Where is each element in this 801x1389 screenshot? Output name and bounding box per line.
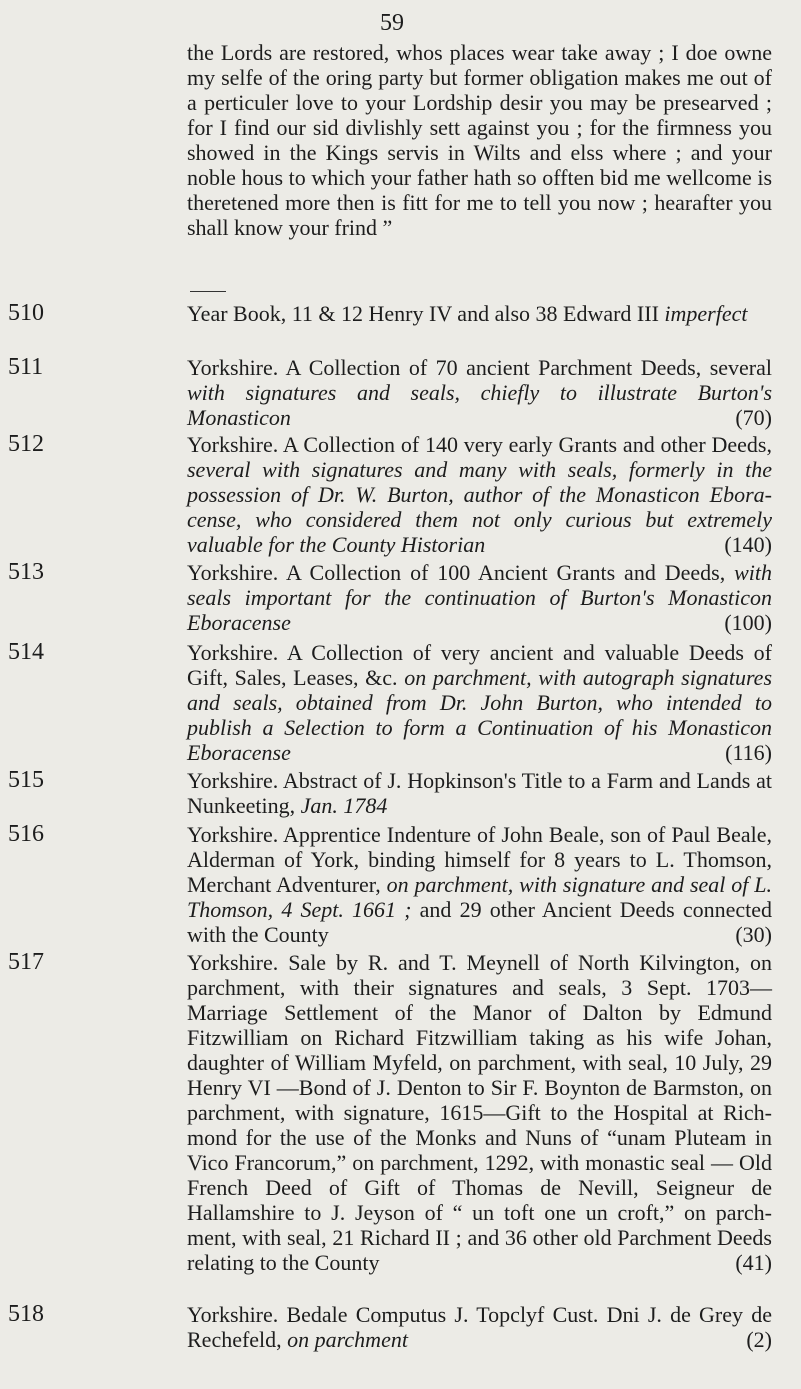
lot-number: 511 [8,354,44,380]
lot-count: (116) [725,740,772,765]
lot-count: (140) [724,532,772,557]
lot-description [187,432,772,557]
lot-description [187,301,772,326]
lot-number: 516 [8,821,44,847]
lot-description [187,355,772,430]
lot-italic-note: with seals important for the continuation of Burton's Monasticon Eboracense [187,560,773,635]
lot-italic-note: several with signatures and many with seals, formerly in the possession of Dr. W. Burton, author of the Monasticon Ebora- cense, who considered them not only curious but extremely valuable for the County Historian [187,457,772,557]
lot-number: 517 [8,949,44,975]
lot-description [187,1302,772,1352]
divider-rule [190,291,226,292]
lot-text: Yorkshire. Bedale Computus J. Topclyf Cust. Dni J. de Grey de Rechefeld, [187,1302,772,1352]
lot-number: 518 [8,1301,44,1327]
lot-number: 512 [8,431,44,457]
lot-number: 515 [8,767,44,793]
lot-count: (100) [724,610,772,635]
lot-description [187,768,772,818]
lot-description [187,560,772,635]
lot-count: (41) [735,1250,772,1275]
lot-italic-note: imperfect [664,301,748,326]
lot-count: (70) [735,405,772,430]
lot-description [187,640,772,765]
lot-italic-note: on parchment, with autograph signatures and seals, obtained from Dr. John Burton, who intended to publish a Selection to form a Continuation of his Monasticon Eboracense [187,665,773,765]
lot-italic-note: on parchment, with signature and seal of L. Thomson, 4 Sept. 1661 ; [187,872,772,922]
lot-number: 513 [8,559,44,585]
lot-text: Year Book, 11 & 12 Henry IV and also 38 Edward III [187,301,659,326]
lot-number: 510 [8,300,44,326]
page-number: 59 [380,10,404,36]
lot-count: (2) [746,1327,772,1352]
lot-count: (30) [735,922,772,947]
lot-number: 514 [8,639,44,665]
lot-italic-note: with signatures and seals, chiefly to illustrate Burton's Monasticon [187,380,772,430]
lot-text-tail: and 29 other Ancient Deeds connected with the County [187,897,772,947]
lot-text: Yorkshire. A Collection of 70 ancient Parchment Deeds, several [187,355,772,380]
lot-description [187,950,772,1275]
lot-text: Yorkshire. A Collection of very ancient and valuable Deeds of Gift, Sales, Leases, &c. [187,640,772,690]
lot-text: Yorkshire. Apprentice Indenture of John Beale, son of Paul Beale, Alderman of York, binding himself for 8 years to L. Thomson, Merchant Adventurer, [187,822,772,897]
lot-italic-note: Jan. 1784 [300,793,388,818]
lot-description [187,822,772,947]
lot-text: Yorkshire. Abstract of J. Hopkinson's Title to a Farm and Lands at Nunkeeting, [187,768,772,818]
lot-text: Yorkshire. Sale by R. and T. Meynell of North Kilvington, on parchment, with their signatures and seals, 3 Sept. 1703—Marriage Settlement of the Manor of Dalton by Edmund Fitzwilliam on Richard Fitzwilliam taking as his wife Johan, daughter of William Myfeld, on parchment, with seal, 10 July, 29 Henry VI —Bond of J. Denton to Sir F. Boynton de Barmston, on parchment, with signature, 1615—Gift to the Hospital at Rich- mond for the use of the Monks and Nuns of “unam Pluteam in Vico Francorum,” on parchment, 1292, with monastic seal — Old French Deed of Gift of Thomas de Nevill, Seigneur de Hallamshire to J. Jeyson of “ un toft one un croft,” on parch- ment, with seal, 21 Richard II ; and 36 other old Parchment Deeds relating to the County [187,950,772,1275]
intro-letter-text: the Lords are restored, whos places wear take away ; I doe owne my selfe of the oring party but former obligation makes me out of a perticuler love to your Lordship desir you may be presearved ; for I find our sid divlishly sett against you ; for the firmness you showed in the Kings servis in Wilts and elss where ; and your noble hous to which your father hath so offten bid me wellcome is theretened more then is fitt for me to tell you now ; hearafter you shall know your frind ” [187,40,772,240]
lot-text: Yorkshire. A Collection of 140 very early Grants and other Deeds, [187,432,772,457]
lot-text: Yorkshire. A Collection of 100 Ancient Grants and Deeds, [187,560,726,585]
lot-italic-note: on parchment [287,1327,408,1352]
